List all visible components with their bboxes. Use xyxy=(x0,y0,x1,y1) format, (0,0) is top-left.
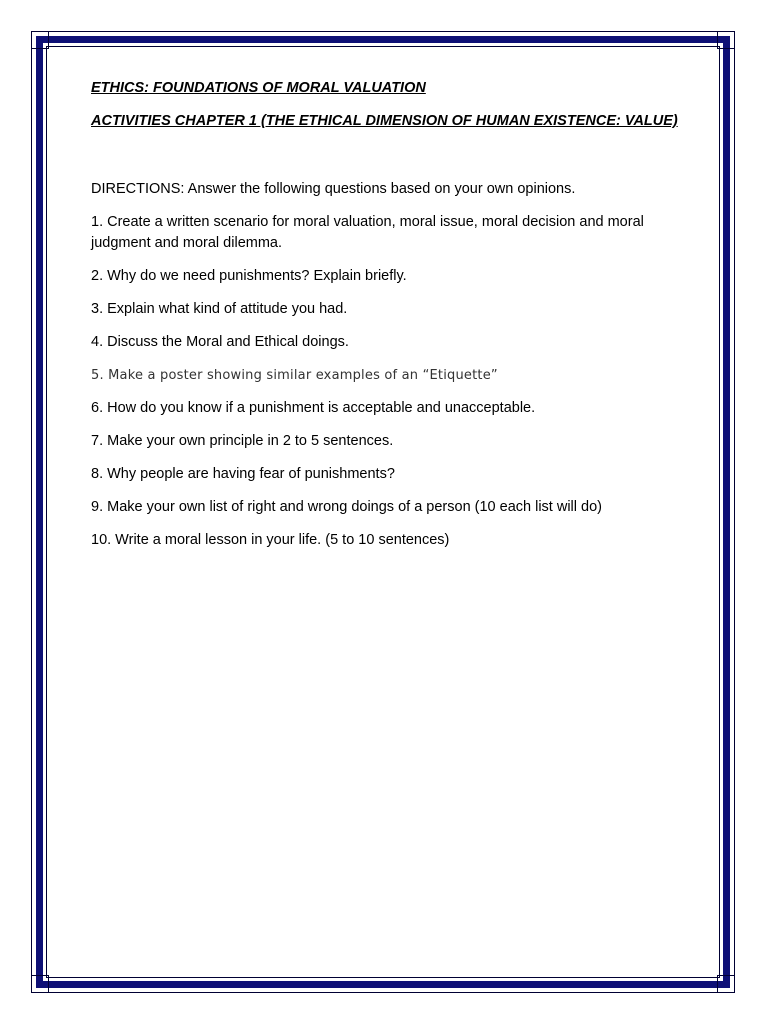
question-9: 9. Make your own list of right and wrong doings of a person (10 each list will do) xyxy=(91,499,602,515)
question-4: 4. Discuss the Moral and Ethical doings. xyxy=(91,334,349,350)
border-corner-bottom-right xyxy=(717,975,735,993)
question-6: 6. How do you know if a punishment is acceptable and unacceptable. xyxy=(91,400,536,416)
question-2: 2. Why do we need punishments? Explain briefly. xyxy=(91,268,407,284)
question-3: 3. Explain what kind of attitude you had. xyxy=(91,301,348,317)
document-content xyxy=(91,78,681,563)
border-corner-top-right xyxy=(717,31,735,49)
question-7: 7. Make your own principle in 2 to 5 sentences. xyxy=(91,433,394,449)
question-1: 1. Create a written scenario for moral valuation, moral issue, moral decision and moral judgment and moral dilemma. xyxy=(91,214,644,251)
document-title: ETHICS: FOUNDATIONS OF MORAL VALUATION xyxy=(91,80,426,96)
directions: DIRECTIONS: Answer the following questions based on your own opinions. xyxy=(91,181,576,197)
document-subtitle: ACTIVITIES CHAPTER 1 (THE ETHICAL DIMENSION OF HUMAN EXISTENCE: VALUE) xyxy=(91,113,678,129)
question-8: 8. Why people are having fear of punishments? xyxy=(91,466,395,482)
border-corner-bottom-left xyxy=(31,975,49,993)
question-10: 10. Write a moral lesson in your life. (5 to 10 sentences) xyxy=(91,532,450,548)
question-5: 5. Make a poster showing similar examples of an “Etiquette” xyxy=(91,368,498,383)
border-corner-top-left xyxy=(31,31,49,49)
